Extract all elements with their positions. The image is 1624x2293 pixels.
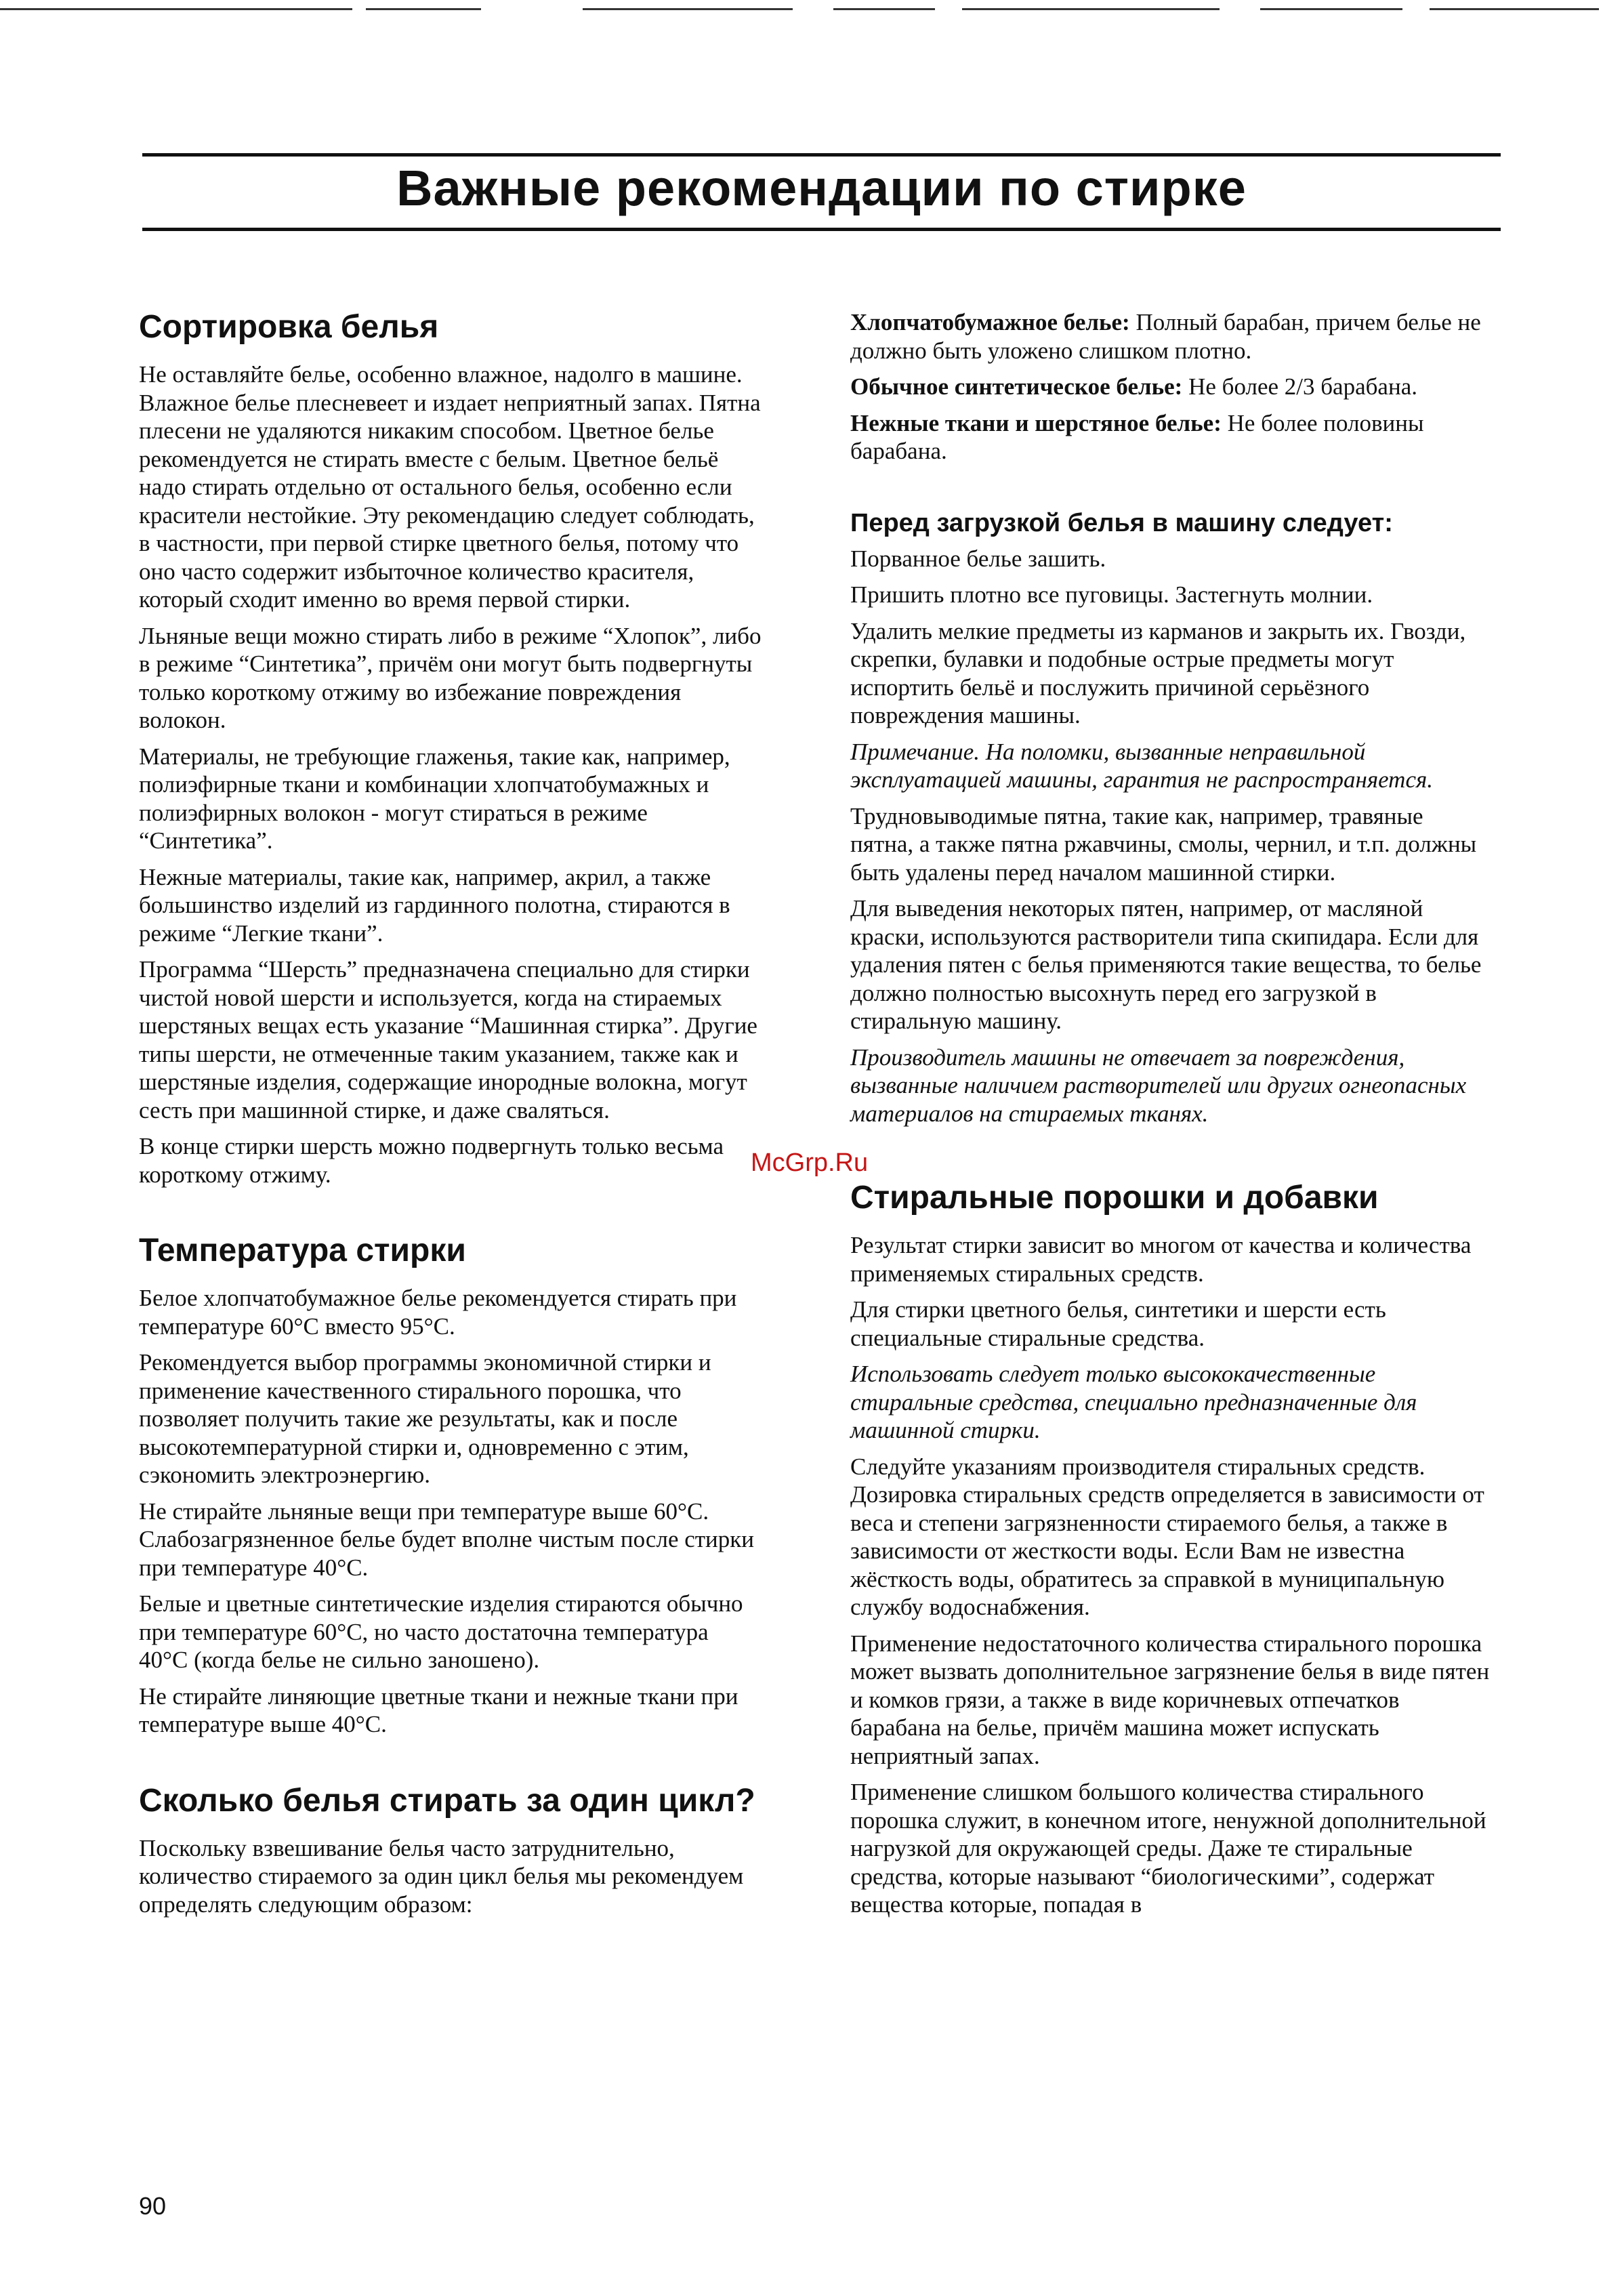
- note-paragraph: Производитель машины не отвечает за повреждения, вызванные наличием растворителей или других огнеопасных материалов на стираемых тканях.: [850, 1044, 1467, 1127]
- section-detergents: [850, 1179, 1491, 1919]
- paragraph: Белое хлопчатобумажное белье рекомендуется стирать при температуре 60°С вместо 95°С.: [139, 1285, 737, 1340]
- paragraph: Льняные вещи можно стирать либо в режиме “Хлопок”, либо в режиме “Синтетика”, причём они могут быть подвергнуты только короткому отжиму во избежание повреждения волокон.: [139, 622, 762, 733]
- page-number: 90: [139, 2192, 167, 2220]
- paragraph: Для выведения некоторых пятен, например, от масляной краски, используются растворители типа скипидара. Если для удаления пятен с белья применяются такие вещества, то белье должно полностью высохнуть перед его загрузкой в стиральную машину.: [850, 895, 1482, 1034]
- paragraph: Поскольку взвешивание белья часто затруднительно, количество стираемого за один цикл белья мы рекомендуем определять следующим образом:: [139, 1834, 744, 1918]
- paragraph: Трудновыводимые пятна, такие как, например, травяные пятна, а также пятна ржавчины, смолы, чернил, и т.п. должны быть удалены перед началом машинной стирки.: [850, 802, 1477, 886]
- load-text: Не более половины барабана.: [850, 409, 1424, 464]
- heading-sorting: Сортировка белья: [139, 309, 439, 345]
- page-title: Важные рекомендации по стирке: [396, 160, 1247, 216]
- load-list-item: [850, 373, 1491, 401]
- title-bottom-rule: [142, 228, 1501, 231]
- paragraph: Не стирайте линяющие цветные ткани и нежные ткани при температуре выше 40°С.: [139, 1682, 738, 1737]
- section-load-amount: [139, 1782, 762, 1919]
- load-label: Обычное синтетическое белье:: [850, 373, 1183, 400]
- paragraph: Не оставляйте белье, особенно влажное, надолго в машине. Влажное белье плесневеет и издает неприятный запах. Пятна плесени не удаляются никаким способом. Цветное белье рекомендуется не стирать вместе с белым. Цветное бельё надо стирать отдельно от остального белья, особенно если красители нестойкие. Эту рекомендацию следует соблюдать, в частности, при первой стирке цветного белья, потому что оно часто содержит избыточное количество красителя, который сходит именно во время первой стирки.: [139, 361, 761, 613]
- heading-load-amount: Сколько белья стирать за один цикл?: [139, 1782, 755, 1819]
- scan-edge-marks: [0, 8, 1624, 11]
- paragraph: Нежные материалы, такие как, например, акрил, а также большинство изделий из гардинного полотна, стираются в режиме “Легкие ткани”.: [139, 863, 730, 947]
- note-paragraph: Использовать следует только высококачественные стиральные средства, специально предназначенные для машинной стирки.: [850, 1361, 1417, 1443]
- heading-temperature: Температура стирки: [139, 1233, 466, 1268]
- section-sorting: [139, 308, 762, 1189]
- paragraph: Порванное белье зашить.: [850, 545, 1106, 572]
- load-list-item: [850, 308, 1491, 365]
- paragraph: Белые и цветные синтетические изделия стираются обычно при температуре 60°С, но часто достаточна температура 40°С (когда белье не сильно заношено).: [139, 1590, 743, 1673]
- paragraph: В конце стирки шерсть можно подвергнуть только весьма короткому отжиму.: [139, 1133, 724, 1188]
- watermark-link[interactable]: McGrp.Ru: [751, 1149, 869, 1177]
- paragraph: Применение слишком большого количества стирального порошка служит, в конечном итоге, ненужной дополнительной нагрузкой для окружающей среды. Даже те стиральные средства, которые называют “биологическими”, содержат вещества которые, попадая в: [850, 1779, 1486, 1918]
- section-before-loading: [850, 509, 1491, 1128]
- paragraph: Применение недостаточного количества стирального порошка может вызвать дополнительное загрязнение белья в виде пятен и комков грязи, а также в виде коричневых отпечатков барабана на белье, причём машина может испускать неприятный запах.: [850, 1630, 1490, 1769]
- paragraph: Удалить мелкие предметы из карманов и закрыть их. Гвозди, скрепки, булавки и подобные острые предметы могут испортить бельё и послужить причиной серьёзного повреждения машины.: [850, 617, 1466, 728]
- paragraph: Программа “Шерсть” предназначена специально для стирки чистой новой шерсти и используется, когда на стираемых шерстяных вещах есть указание “Машинная стирка”. Другие типы шерсти, не отмеченные таким указанием, также как и шерстяные изделия, содержащие инородные волокна, могут сесть при машинной стирке, и даже сваляться.: [139, 956, 757, 1123]
- load-text: Полный барабан, причем белье не должно быть уложено слишком плотно.: [850, 309, 1481, 364]
- paragraph: Для стирки цветного белья, синтетики и шерсти есть специальные стиральные средства.: [850, 1296, 1386, 1351]
- load-label: Хлопчатобумажное белье:: [850, 309, 1130, 335]
- paragraph: Рекомендуется выбор программы экономичной стирки и применение качественного стирального порошка, что позволяет получить такие же результаты, как и после высокотемпературной стирки и, одновременно с этим, сэкономить электроэнергию.: [139, 1349, 711, 1488]
- paragraph: Следуйте указаниям производителя стиральных средств. Дозировка стиральных средств определяется в зависимости от веса и степени загрязненности стираемого белья, а также в зависимости от жесткости воды. Если Вам не известна жёсткость воды, обратитесь за справкой в муниципальную службу водоснабжения.: [850, 1453, 1484, 1620]
- right-column: [850, 308, 1491, 1927]
- load-text: Не более 2/3 барабана.: [1182, 373, 1417, 400]
- paragraph: Пришить плотно все пуговицы. Застегнуть молнии.: [850, 581, 1373, 608]
- section-temperature: [139, 1232, 762, 1739]
- note-paragraph: Примечание. На поломки, вызванные неправильной эксплуатацией машины, гарантия не распространяется.: [850, 738, 1433, 793]
- paragraph: Результат стирки зависит во многом от качества и количества применяемых стиральных средств.: [850, 1232, 1472, 1287]
- left-column: [139, 308, 762, 1926]
- load-list-item: [850, 409, 1491, 466]
- title-top-rule: [142, 153, 1501, 157]
- heading-detergents: Стиральные порошки и добавки: [850, 1180, 1379, 1216]
- paragraph: Не стирайте льняные вещи при температуре выше 60°С. Слабозагрязненное белье будет вполне чистым после стирки при температуре 40°С.: [139, 1497, 755, 1581]
- section-load-list: [850, 308, 1491, 466]
- heading-before-loading: Перед загрузкой белья в машину следует:: [850, 508, 1393, 537]
- load-label: Нежные ткани и шерстяное белье:: [850, 409, 1222, 436]
- paragraph: Материалы, не требующие глаженья, такие как, например, полиэфирные ткани и комбинации хлопчатобумажных и полиэфирных волокон - могут стираться в режиме “Синтетика”.: [139, 743, 730, 854]
